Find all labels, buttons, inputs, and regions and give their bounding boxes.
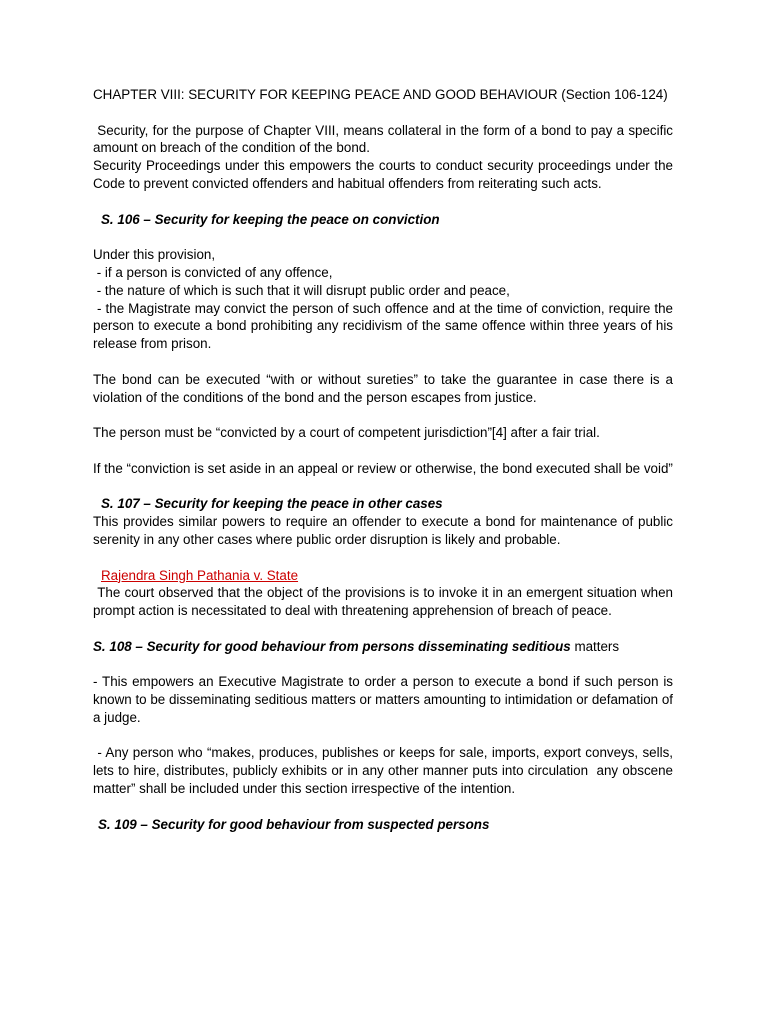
section-106-lead: Under this provision, xyxy=(93,247,216,263)
section-106-item-2: - the nature of which is such that it will disrupt public order and peace, xyxy=(93,282,510,298)
section-108-heading-bold: S. 108 – Security for good behaviour from persons disseminating seditious xyxy=(93,638,571,654)
case-link[interactable]: Rajendra Singh Pathania v. State xyxy=(101,567,299,583)
section-106-heading: S. 106 – Security for keeping the peace on conviction xyxy=(101,211,440,227)
section-108-paragraph-2: - Any person who “makes, produces, publishes or keeps for sale, imports, export conveys, sells, lets to hire, distributes, publicly exhibits or in any other manner puts into circulation any obscene matter” shall be included under this section irrespective of the intention. xyxy=(93,745,677,797)
section-107-body: This provides similar powers to require an offender to execute a bond for maintenance of public serenity in any other cases where public order disruption is likely and probable. xyxy=(93,514,673,547)
chapter-title: CHAPTER VIII: SECURITY FOR KEEPING PEACE AND GOOD BEHAVIOUR (Section 106-124) xyxy=(93,87,668,102)
section-106-void-paragraph: If the “conviction is set aside in an appeal or review or otherwise, the bond executed shall be void” xyxy=(93,460,673,476)
intro-paragraph-1: Security, for the purpose of Chapter VIII, means collateral in the form of a bond to pay a specific amount on breach of the condition of the bond. xyxy=(93,122,677,156)
section-109-heading: S. 109 – Security for good behaviour from suspected persons xyxy=(98,816,490,832)
case-observation: The court observed that the object of the provisions is to invoke it in an emergent situation when prompt action is necessitated to deal with threatening apprehension of breach of peace. xyxy=(93,585,677,619)
section-108-heading xyxy=(93,638,673,656)
document-body xyxy=(93,86,677,833)
section-108-paragraph-1: - This empowers an Executive Magistrate to order a person to execute a bond if such person is known to be disseminating seditious matters or matters amounting to intimidation or defamation of a judge. xyxy=(93,674,673,725)
case-citation xyxy=(93,567,673,585)
section-106-item-3: - the Magistrate may convict the person of such offence and at the time of conviction, require the person to execute a bond prohibiting any recidivism of the same offence within three years of his release from prison. xyxy=(93,300,677,352)
section-106-convicted-paragraph: The person must be “convicted by a court of competent jurisdiction”[4] after a fair trial. xyxy=(93,425,600,441)
section-106-bond-paragraph: The bond can be executed “with or without sureties” to take the guarantee in case there is a violation of the conditions of the bond and the person escapes from justice. xyxy=(93,371,673,405)
section-106-item-1: - if a person is convicted of any offence, xyxy=(93,264,333,280)
intro-paragraph-2: Security Proceedings under this empowers the courts to conduct security proceedings under the Code to prevent convicted offenders and habitual offenders from reiterating such acts. xyxy=(93,158,673,191)
section-107-heading: S. 107 – Security for keeping the peace in other cases xyxy=(101,496,443,512)
section-108-heading-tail: matters xyxy=(570,638,620,654)
